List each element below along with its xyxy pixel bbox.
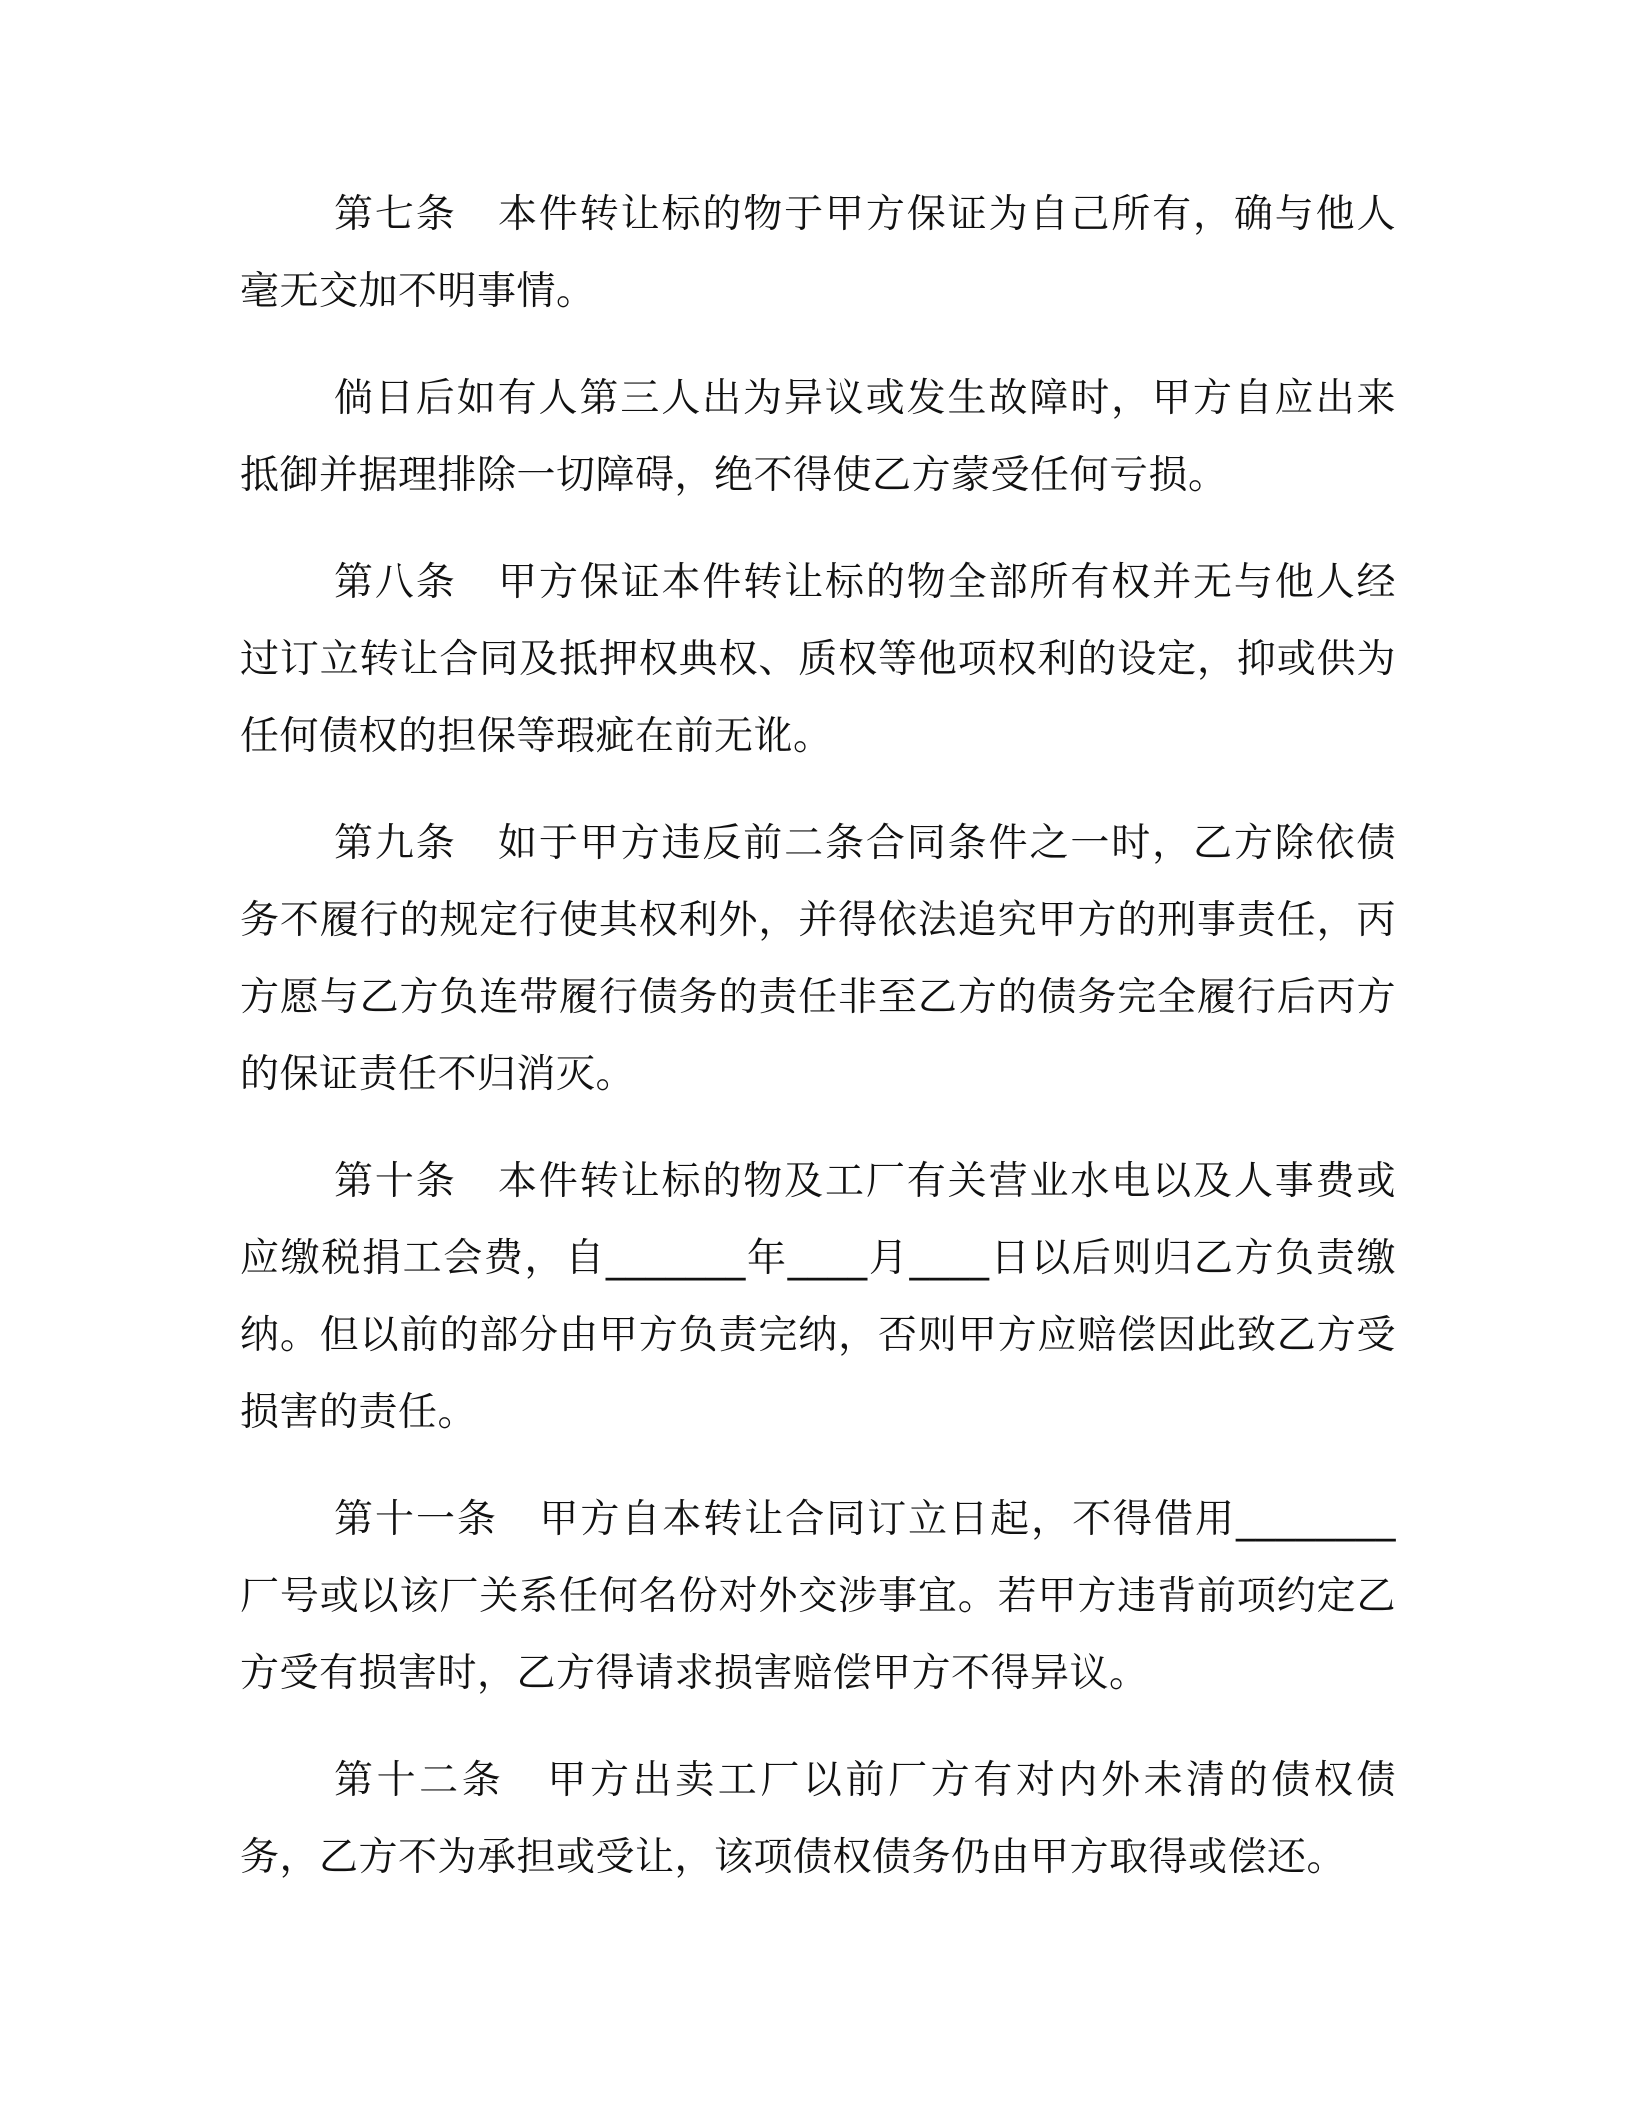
article-9-label: 第九条 [334, 821, 457, 866]
article-12-text: 甲方出卖工厂以前厂方有对内外未清的债权债务，乙方不为承担或受让，该项债权债务仍由甲方取得或偿还。 [240, 1758, 1396, 1880]
article-10-text: 本件转让标的物及工厂有关营业水电以及人事费或应缴税捐工会费，自_______年____月____日以后则归乙方负责缴纳。但以前的部分由甲方负责完纳，否则甲方应赔偿因此致乙方受损害的责任。 [240, 1159, 1396, 1435]
document-page [240, 176, 1396, 1926]
article-7-text: 本件转让标的物于甲方保证为自己所有，确与他人毫无交加不明事情。 [240, 192, 1396, 314]
article-8-label: 第八条 [334, 560, 457, 605]
article-7-continuation [240, 360, 1396, 514]
article-7-label: 第七条 [334, 192, 457, 237]
article-10-label: 第十条 [334, 1159, 457, 1204]
article-12-label: 第十二条 [334, 1758, 505, 1803]
article-9-text: 如于甲方违反前二条合同条件之一时，乙方除依债务不履行的规定行使其权利外，并得依法追究甲方的刑事责任，丙方愿与乙方负连带履行债务的责任非至乙方的债务完全履行后丙方的保证责任不归消灭。 [240, 821, 1396, 1097]
article-12 [240, 1742, 1396, 1896]
article-10 [240, 1143, 1396, 1451]
article-9 [240, 805, 1396, 1113]
article-7-continuation-text: 倘日后如有人第三人出为异议或发生故障时，甲方自应出来抵御并据理排除一切障碍，绝不得使乙方蒙受任何亏损。 [240, 376, 1396, 498]
article-8 [240, 544, 1396, 775]
article-11 [240, 1481, 1396, 1712]
article-11-label: 第十一条 [334, 1497, 498, 1542]
article-11-text: 甲方自本转让合同订立日起，不得借用________厂号或以该厂关系任何名份对外交涉事宜。若甲方违背前项约定乙方受有损害时，乙方得请求损害赔偿甲方不得异议。 [240, 1497, 1396, 1696]
article-7 [240, 176, 1396, 330]
article-8-text: 甲方保证本件转让标的物全部所有权并无与他人经过订立转让合同及抵押权典权、质权等他项权利的设定，抑或供为任何债权的担保等瑕疵在前无讹。 [240, 560, 1396, 759]
